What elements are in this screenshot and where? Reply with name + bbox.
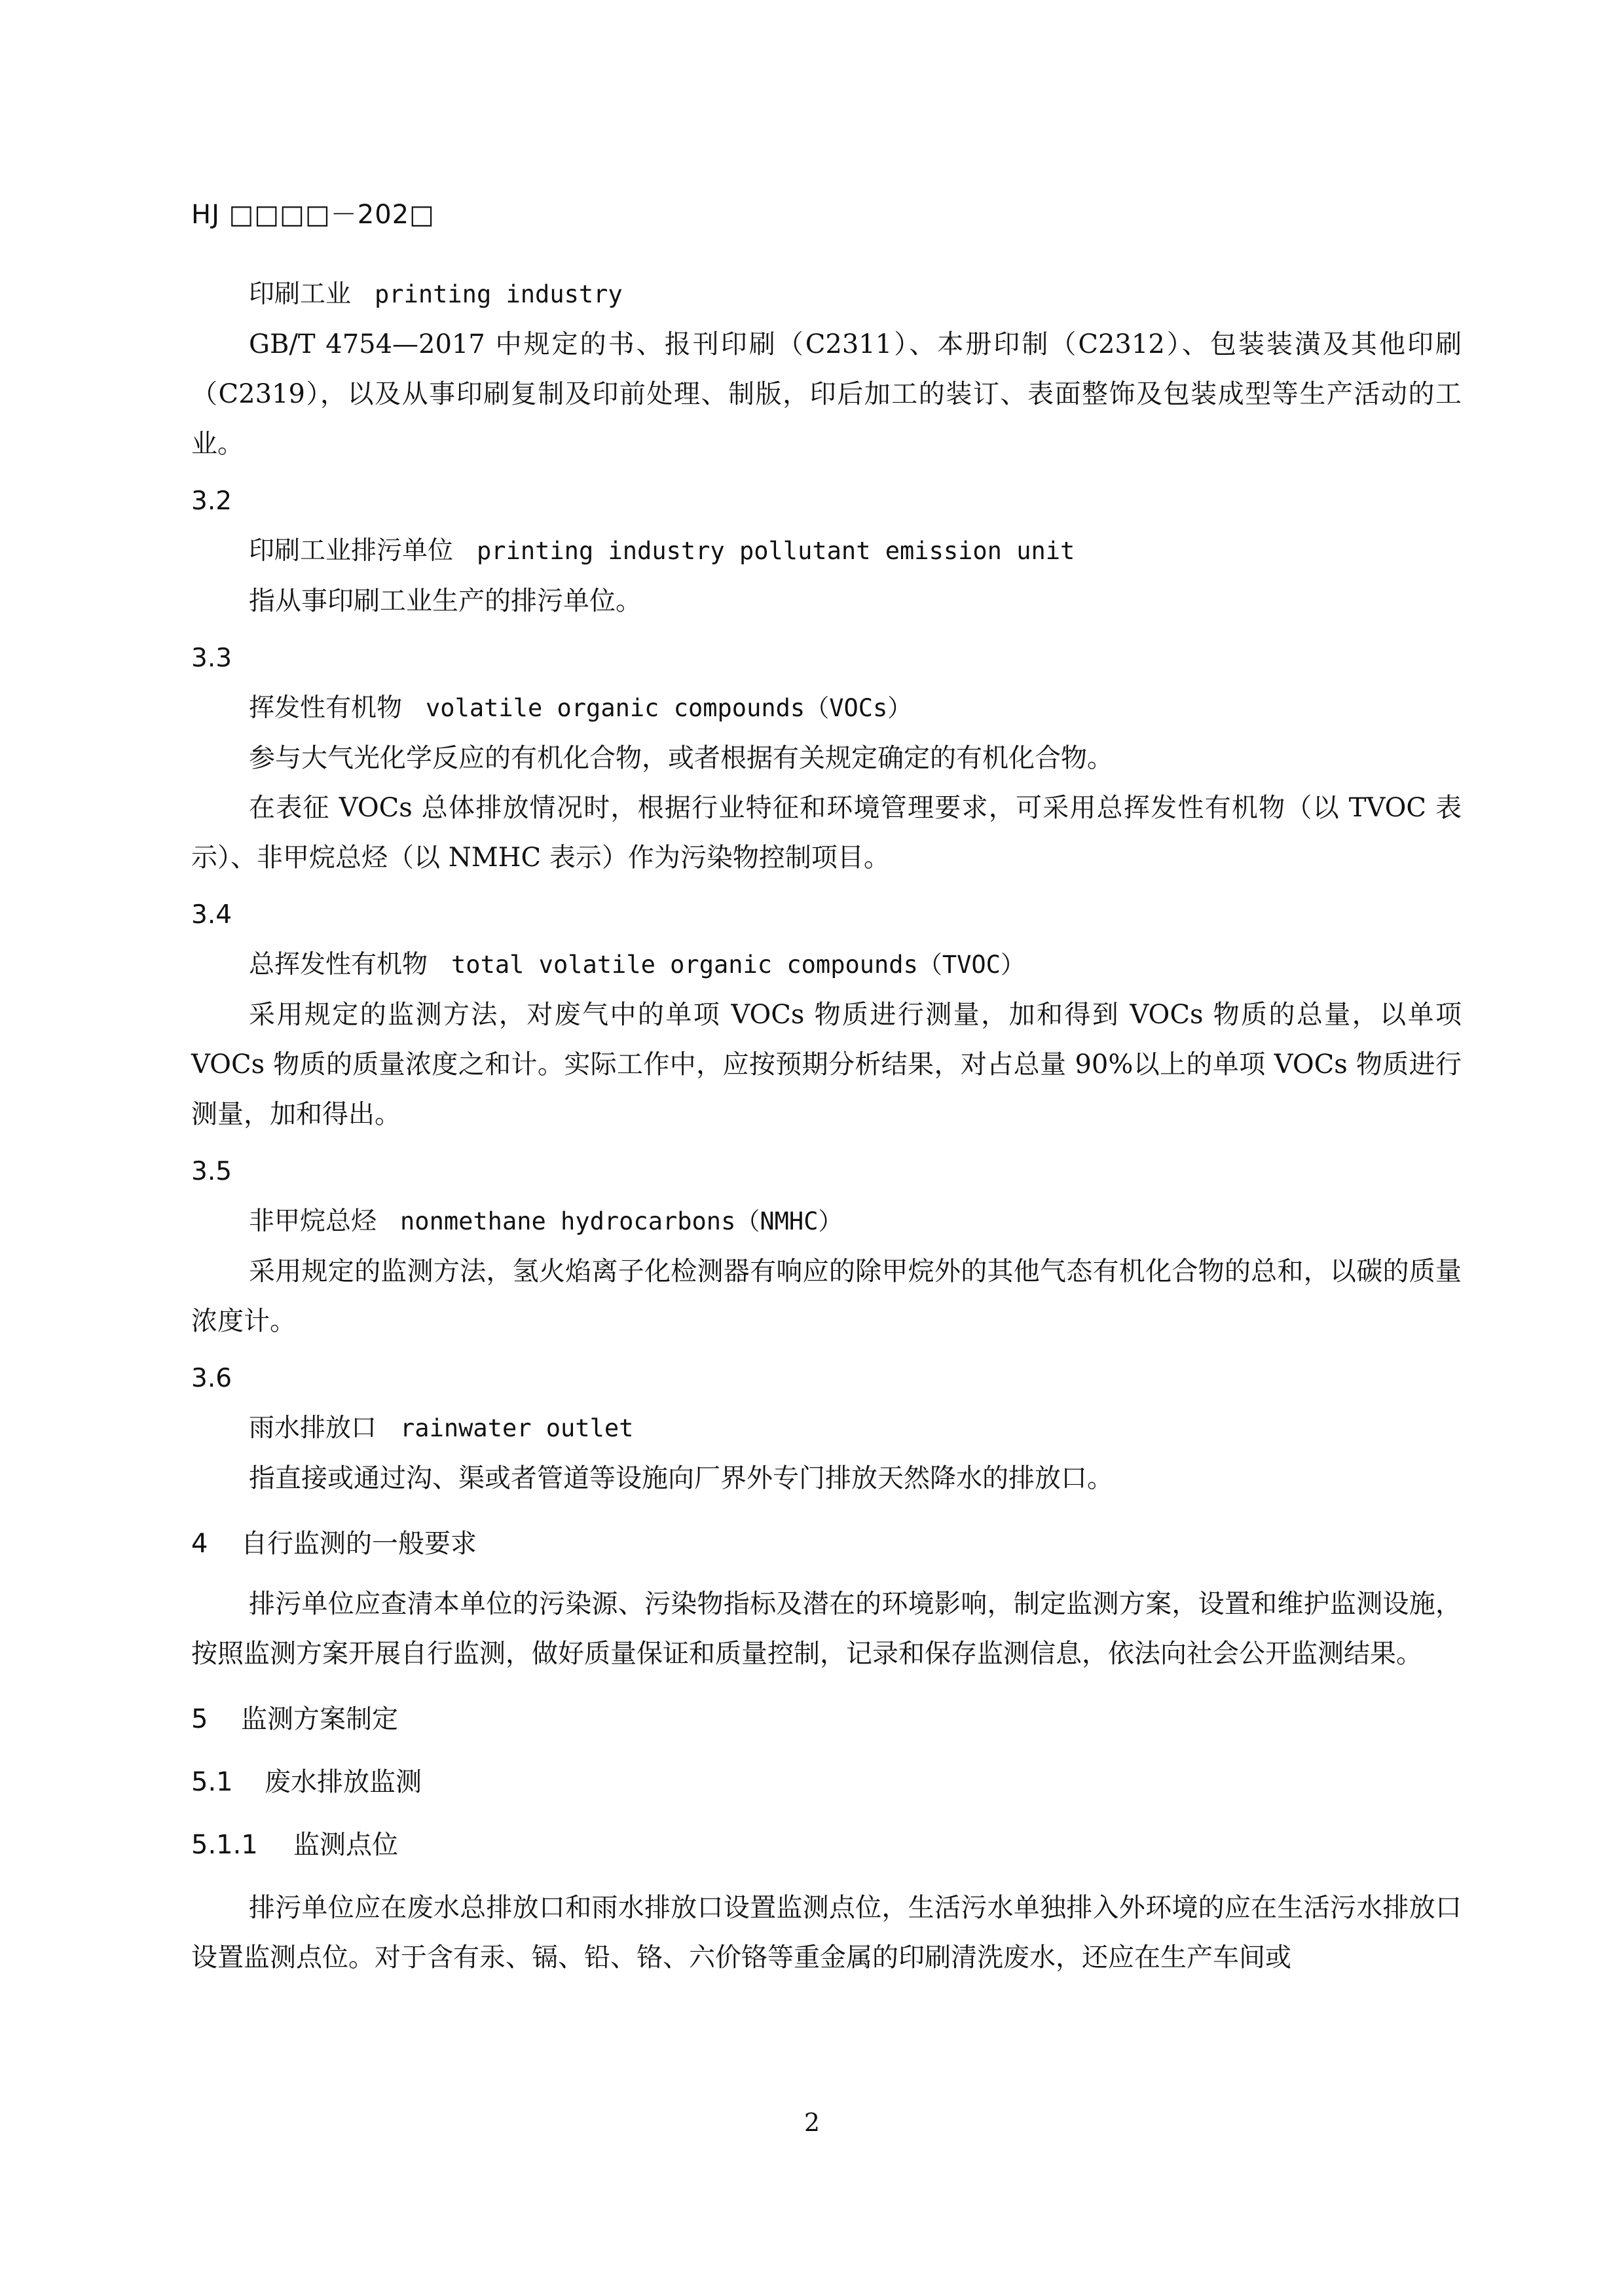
term-en: rainwater outlet (400, 1414, 634, 1442)
section-paragraph: 排污单位应在废水总排放口和雨水排放口设置监测点位，生活污水单独排入外环境的应在生活污水排放口设置监测点位。对于含有汞、镉、铅、铬、六价铬等重金属的印刷清洗废水，还应在生产车间或 (191, 1893, 1462, 1973)
term-en: nonmethane hydrocarbons（NMHC） (400, 1207, 843, 1235)
clause-number: 3.5 (191, 1157, 232, 1186)
term-definition: 采用规定的监测方法，对废气中的单项 VOCs 物质进行测量，加和得到 VOCs 物质的总量，以单项 VOCs 物质的质量浓度之和计。实际工作中，应按预期分析结果，对占总量 90%以上的单项 VOCs 物质进行测量，加和得出。 (191, 1000, 1462, 1129)
section-paragraph: 排污单位应查清本单位的污染源、污染物指标及潜在的环境影响，制定监测方案，设置和维护监测设施，按照监测方案开展自行监测，做好质量保证和质量控制，记录和保存监测信息，依法向社会公开监测结果。 (191, 1589, 1462, 1669)
section-number: 5.1.1 (191, 1830, 258, 1860)
section-number: 5.1 (191, 1767, 233, 1797)
term-definition-note: 在表征 VOCs 总体排放情况时，根据行业特征和环境管理要求，可采用总挥发性有机物（以 TVOC 表示）、非甲烷总烃（以 NMHC 表示）作为污染物控制项目。 (191, 793, 1462, 873)
clause-number: 3.6 (191, 1364, 232, 1393)
term-definition: 采用规定的监测方法，氢火焰离子化检测器有响应的除甲烷外的其他气态有机化合物的总和，以碳的质量浓度计。 (191, 1256, 1462, 1336)
term-zh: 印刷工业 (249, 280, 352, 309)
term-heading-emission-unit (191, 526, 1462, 576)
section-title: 自行监测的一般要求 (241, 1529, 477, 1559)
section-heading (191, 1519, 1462, 1569)
term-heading-tvoc (191, 940, 1462, 990)
term-definition: 指从事印刷工业生产的排污单位。 (249, 586, 642, 616)
term-zh: 总挥发性有机物 (249, 950, 428, 979)
term-en: printing industry pollutant emission unit (477, 537, 1075, 565)
term-en: volatile organic compounds（VOCs） (426, 694, 912, 722)
clause-number: 3.2 (191, 486, 232, 516)
section-title: 废水排放监测 (265, 1767, 422, 1797)
term-heading-vocs (191, 683, 1462, 733)
section-heading (191, 1694, 1462, 1744)
term-en: total volatile organic compounds（TVOC） (451, 951, 1025, 979)
subsection-heading (191, 1757, 1462, 1807)
clause-number: 3.4 (191, 900, 232, 930)
clause-number: 3.3 (191, 644, 232, 673)
term-heading-nmhc (191, 1197, 1462, 1247)
term-zh: 挥发性有机物 (249, 693, 403, 723)
document-code-header: HJ □□□□－202□ (191, 200, 435, 230)
term-en: printing industry (375, 280, 623, 308)
term-definition: GB/T 4754—2017 中规定的书、报刊印刷（C2311）、本册印制（C2312）、包装装潢及其他印刷（C2319），以及从事印刷复制及印前处理、制版，印后加工的装订、表面整饰及包装成型等生产活动的工业。 (191, 329, 1462, 459)
term-heading-rainwater-outlet (191, 1404, 1462, 1453)
term-definition: 参与大气光化学反应的有机化合物，或者根据有关规定确定的有机化合物。 (249, 743, 1113, 773)
page-number: 2 (803, 2108, 821, 2137)
term-zh: 雨水排放口 (249, 1413, 377, 1443)
term-heading-printing-industry (191, 270, 1462, 319)
section-title: 监测方案制定 (241, 1704, 398, 1734)
section-number: 5 (191, 1704, 208, 1734)
document-body (191, 270, 1462, 1982)
term-definition: 指直接或通过沟、渠或者管道等设施向厂界外专门排放天然降水的排放口。 (249, 1463, 1113, 1493)
term-zh: 非甲烷总烃 (249, 1207, 377, 1236)
subsubsection-heading (191, 1820, 1462, 1870)
section-title: 监测点位 (293, 1830, 398, 1860)
section-number: 4 (191, 1529, 208, 1559)
term-zh: 印刷工业排污单位 (249, 536, 454, 566)
